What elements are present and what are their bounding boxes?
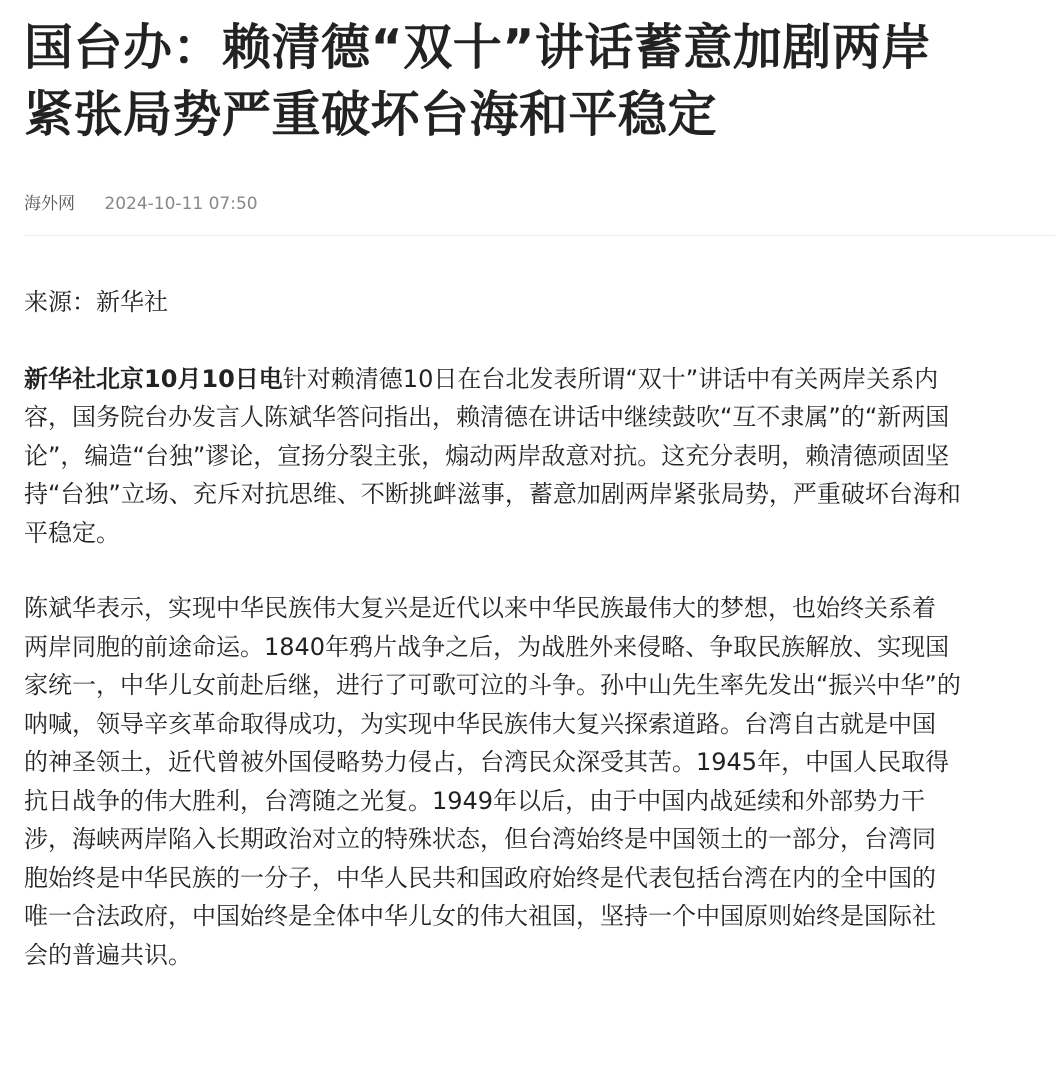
paragraph-line: 呐喊，领导辛亥革命取得成功，为实现中华民族伟大复兴探索道路。台湾自古就是中国 (24, 709, 936, 738)
paragraph-line: 涉，海峡两岸陷入长期政治对立的特殊状态，但台湾始终是中国领土的一部分，台湾同 (24, 825, 936, 853)
article (24, 0, 1055, 974)
paragraph-line: 的神圣领土，近代曾被外国侵略势力侵占，台湾民众深受其苦。1945年，中国人民取得 (24, 748, 950, 776)
publish-date: 2024-10-11 07:50 (104, 194, 258, 214)
paragraph-line: 会的普遍共识。 (24, 940, 192, 969)
source-link[interactable]: 海外网 (24, 194, 75, 214)
paragraph-line: 容，国务院台办发言人陈斌华答问指出，赖清德在讲话中继续鼓吹“互不隶属”的“新两国 (24, 403, 950, 431)
paragraph-text: 针对赖清德10日在台北发表所谓“双十”讲话中有关两岸关系内 (282, 364, 939, 393)
paragraph-line: 家统一，中华儿女前赴后继，进行了可歌可泣的斗争。孙中山先生率先发出“振兴中华”的 (24, 671, 961, 699)
paragraph-line (24, 360, 1055, 399)
paragraph-line: 论”，编造“台独”谬论，宣扬分裂主张，煽动两岸敌意对抗。这充分表明，赖清德顽固坚 (24, 441, 950, 470)
article-title-line: 紧张局势严重破坏台海和平稳定 (24, 86, 718, 143)
dateline: 新华社北京10月10日电 (24, 364, 283, 393)
paragraph-line: 唯一合法政府，中国始终是全体中华儿女的伟大祖国，坚持一个中国原则始终是国际社 (24, 902, 936, 930)
paragraph-line: 两岸同胞的前途命运。1840年鸦片战争之后，为战胜外来侵略、争取民族解放、实现国 (24, 632, 950, 661)
paragraph (24, 360, 1055, 553)
paragraph-line: 持“台独”立场、充斥对抗思维、不断挑衅滋事，蓄意加剧两岸紧张局势，严重破坏台海和 (24, 480, 961, 508)
paragraph-line: 抗日战争的伟大胜利，台湾随之光复。1949年以后，由于中国内战延续和外部势力干 (24, 786, 926, 815)
divider (24, 235, 1055, 236)
paragraph-line: 平稳定。 (24, 518, 120, 547)
paragraph-line: 胞始终是中华民族的一分子，中华人民共和国政府始终是代表包括台湾在内的全中国的 (24, 863, 936, 892)
paragraph-line: 陈斌华表示，实现中华民族伟大复兴是近代以来中华民族最伟大的梦想，也始终关系着 (24, 594, 936, 622)
article-title (24, 0, 1055, 148)
lead-source: 来源：新华社 (24, 288, 168, 316)
article-title-line: 国台办：赖清德“双十”讲话蓄意加剧两岸 (24, 19, 931, 76)
paragraph (24, 589, 1055, 974)
article-body (24, 283, 1055, 974)
article-meta (24, 189, 1055, 219)
